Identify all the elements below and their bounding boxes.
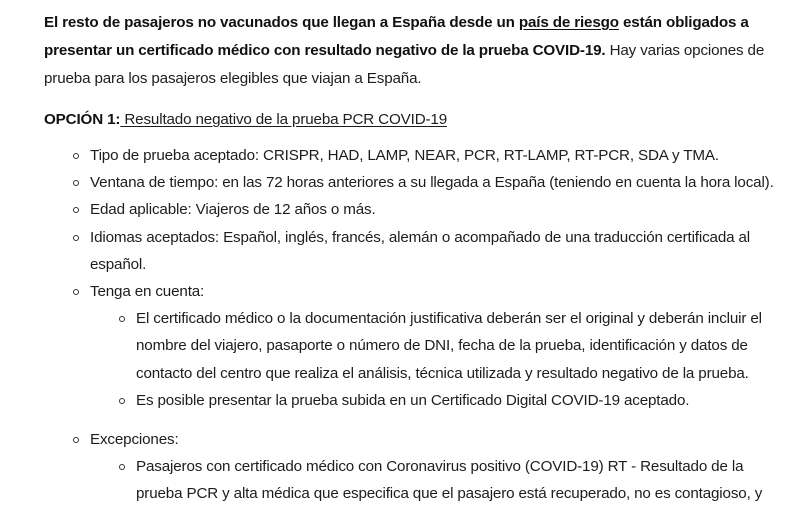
list-item-text: El certificado médico o la documentación justificativa deberán ser el original y deberán incluir el nombre del viajero, pasaporte o número de DNI, fecha de la prueba, identificación y datos de contacto del centro que realiza el análisis, técnica utilizada y resultado negativo de la prueba. bbox=[136, 310, 762, 382]
list-item-text: Pasajeros con certificado médico con Coronavirus positivo (COVID-19) RT - Resultado de la prueba PCR y alta médica que especifica que el pasajero está recuperado, no es contagioso, y bbox=[136, 458, 763, 503]
hollow-bullet-icon bbox=[73, 207, 79, 213]
list-item-text: Edad aplicable: Viajeros de 12 años o más. bbox=[90, 201, 376, 219]
list-item bbox=[90, 196, 784, 223]
article-content bbox=[44, 9, 784, 508]
exceptions-label: Excepciones: bbox=[90, 431, 179, 449]
requirements-list bbox=[44, 142, 784, 508]
notes-list bbox=[90, 305, 784, 414]
hollow-bullet-icon bbox=[73, 180, 79, 186]
hollow-bullet-icon bbox=[73, 289, 79, 295]
option-1-heading bbox=[44, 106, 784, 134]
list-item bbox=[90, 426, 784, 508]
intro-bold-lead: El resto de pasajeros no vacunados que llegan a España desde un bbox=[44, 14, 519, 31]
list-item bbox=[90, 169, 784, 196]
list-item bbox=[136, 387, 784, 414]
list-item bbox=[136, 453, 784, 507]
hollow-bullet-icon bbox=[119, 398, 125, 404]
intro-paragraph bbox=[44, 9, 784, 93]
list-item-text: Ventana de tiempo: en las 72 horas anteriores a su llegada a España (teniendo en cuenta la hora local). bbox=[90, 174, 774, 192]
list-item bbox=[136, 305, 784, 387]
option-1-title: Resultado negativo de la prueba PCR COVID-19 bbox=[120, 111, 448, 128]
hollow-bullet-icon bbox=[73, 153, 79, 159]
risk-country-link[interactable]: país de riesgo bbox=[518, 14, 619, 31]
hollow-bullet-icon bbox=[119, 316, 125, 322]
intro-normal-tail: Hay varias opciones de prueba para los pasajeros elegibles que viajan a España. bbox=[44, 42, 765, 87]
hollow-bullet-icon bbox=[73, 437, 79, 443]
list-item-text: Idiomas aceptados: Español, inglés, francés, alemán o acompañado de una traducción certificada al español. bbox=[90, 228, 751, 273]
list-item-text: Es posible presentar la prueba subida en un Certificado Digital COVID-19 aceptado. bbox=[136, 391, 690, 409]
hollow-bullet-icon bbox=[119, 464, 125, 470]
list-item-text: Tipo de prueba aceptado: CRISPR, HAD, LAMP, NEAR, PCR, RT-LAMP, RT-PCR, SDA y TMA. bbox=[90, 147, 719, 164]
list-item bbox=[90, 224, 784, 278]
option-1-label: OPCIÓN 1: bbox=[44, 111, 121, 128]
exceptions-list bbox=[90, 453, 784, 507]
list-item bbox=[90, 142, 784, 169]
hollow-bullet-icon bbox=[73, 235, 79, 241]
list-item-text: Tenga en cuenta: bbox=[90, 283, 205, 301]
intro-bold-tail: están obligados a presentar un certificado médico con resultado negativo de la prueba COVID-19. bbox=[44, 14, 749, 59]
list-item bbox=[90, 278, 784, 414]
